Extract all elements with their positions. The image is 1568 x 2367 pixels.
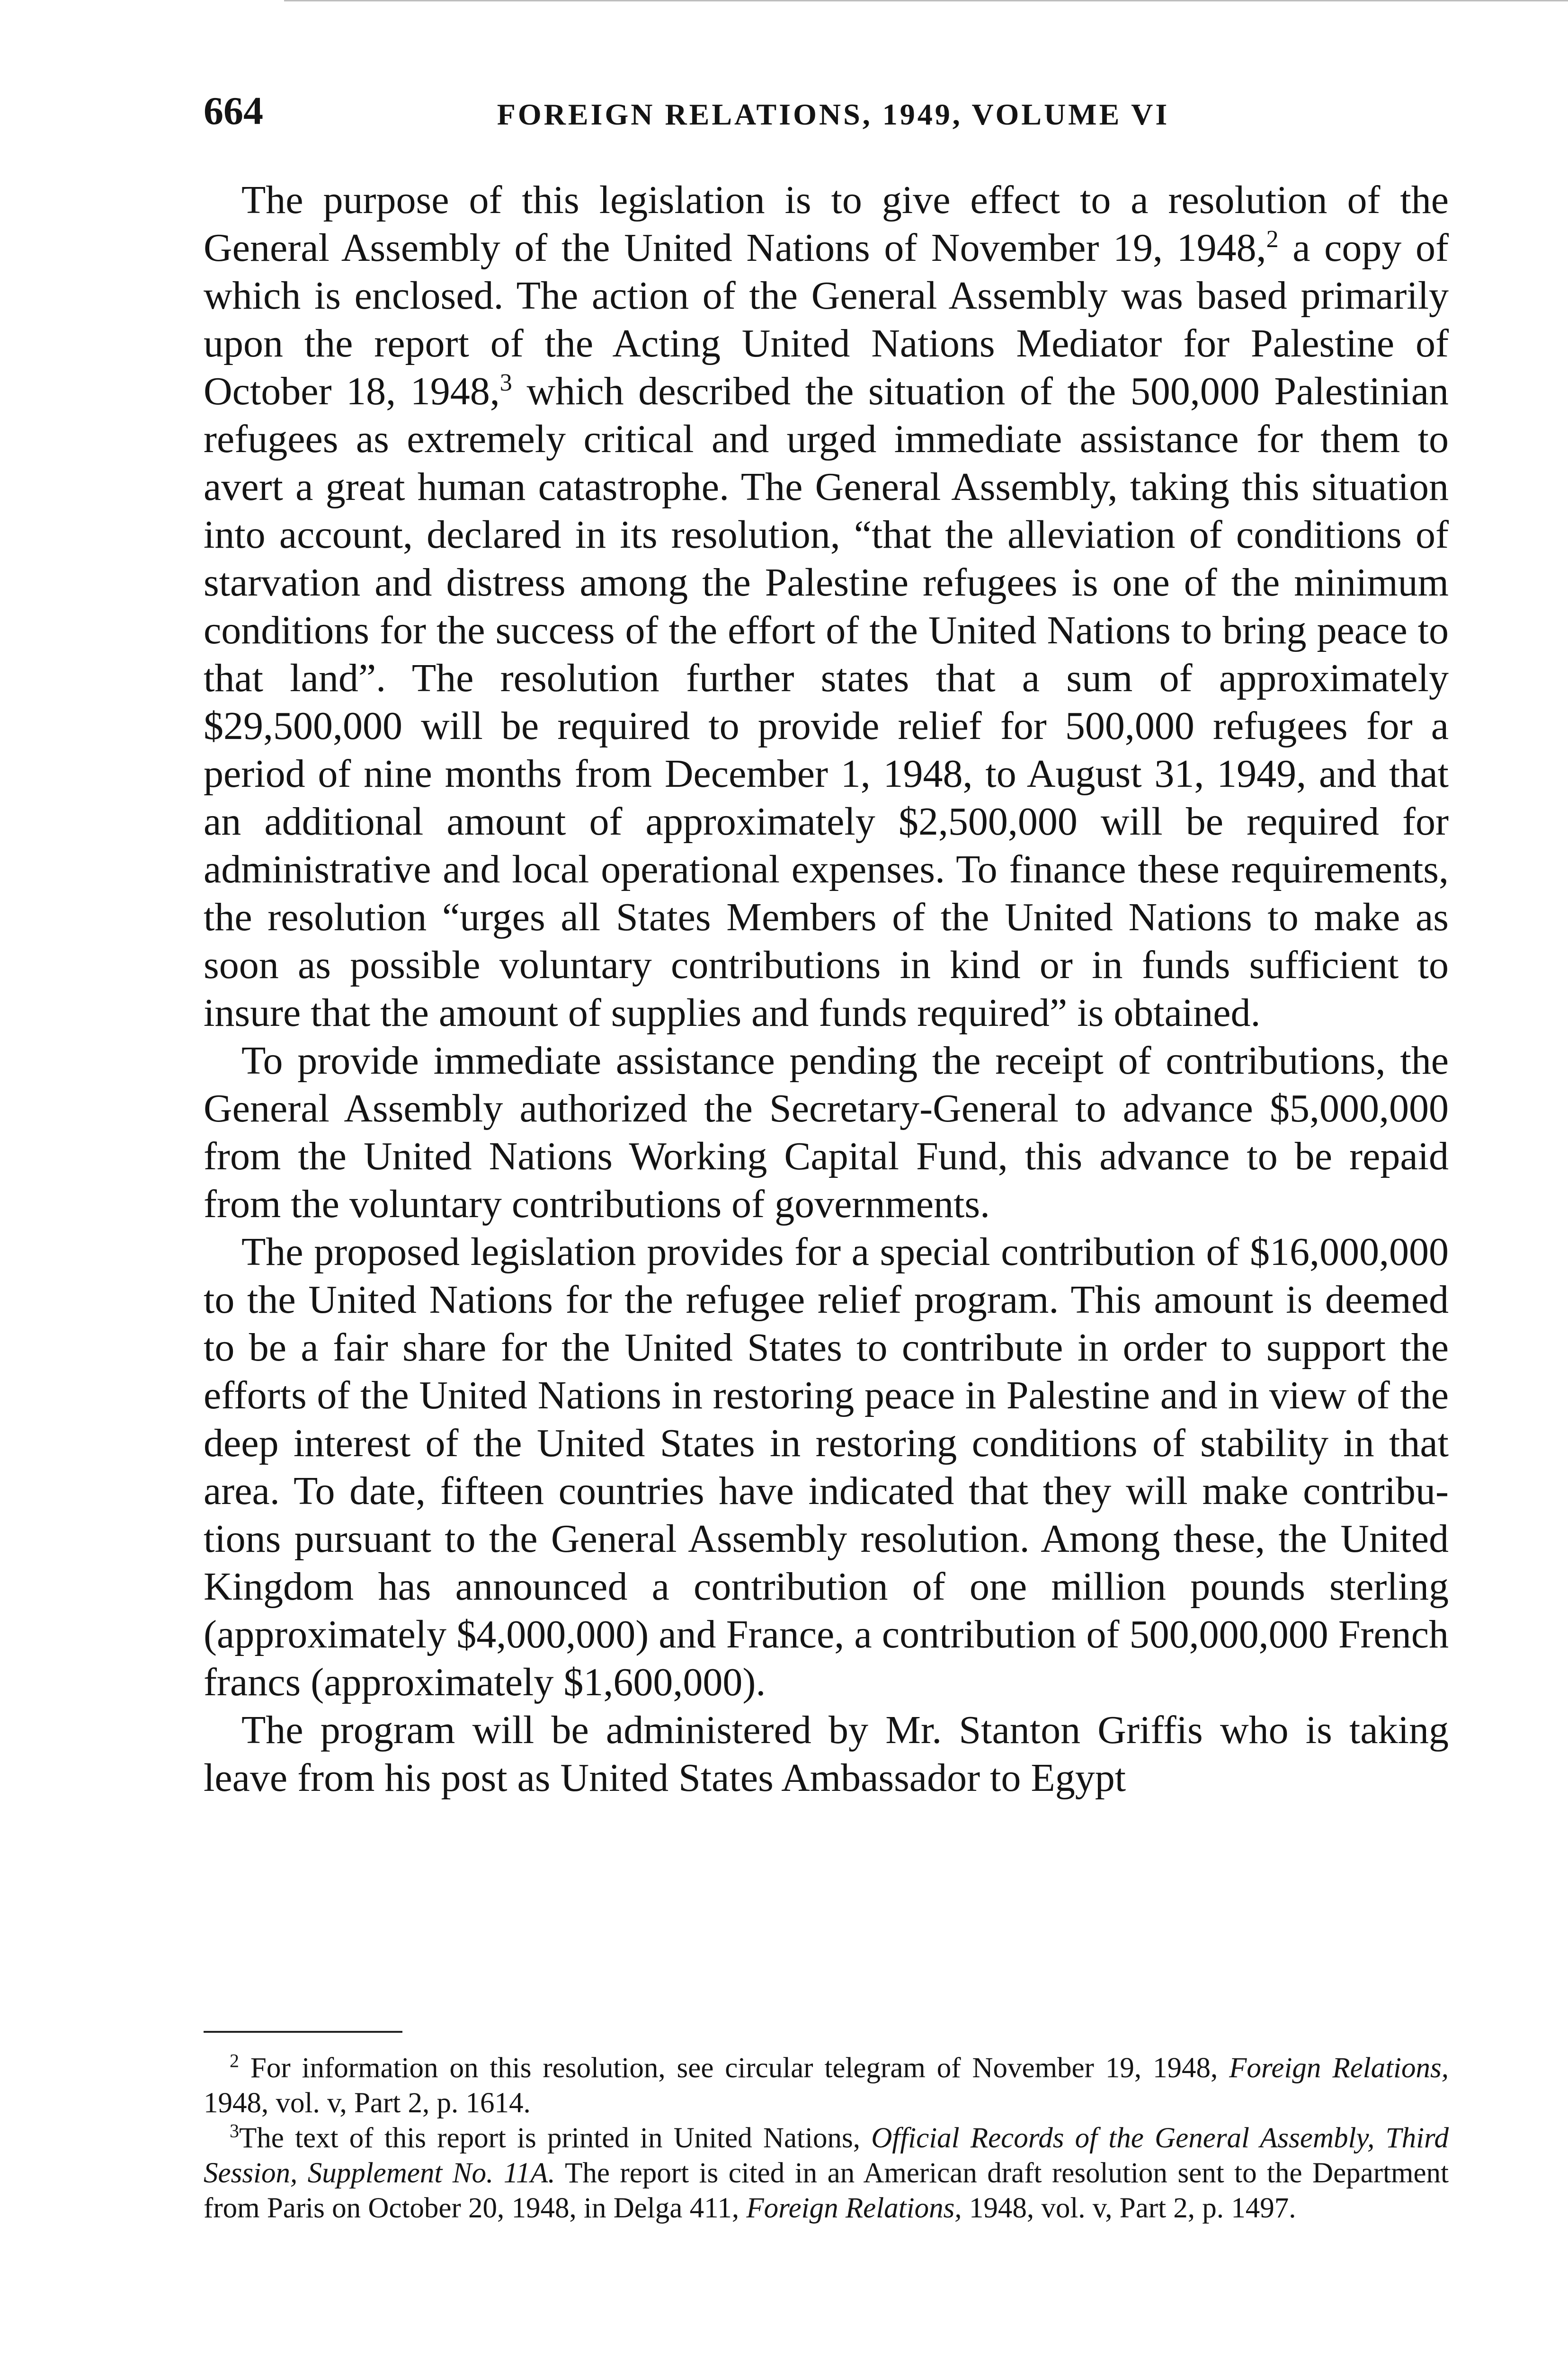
top-edge-rule [284, 0, 1568, 1]
footnote-3 [204, 2121, 1449, 2226]
paragraph-1-text-c: which described the situation of the 500,000 Palestinian refugees as extremely critical and urged immediate assistance for them to avert a great human catastrophe. The General Assembly, taking this situation into account, declared in its resolution, “that the alleviation of conditions of starvation and distress among the Palestine refugees is one of the minimum conditions for the success of the effort of the United Nations to bring peace to that land”. The resolution further states that a sum of approximately $29,500,000 will be required to provide relief for 500,000 refugees for a period of nine months from December 1, 1948, to August 31, 1949, and that an additional amount of approximately $2,500,000 will be required for administrative and local operational expenses. To finance these requirements, the resolution “urges all States Members of the United Nations to make as soon as possible voluntary contributions in kind or in funds sufficient to insure that the amount of supplies and funds required” is obtained. [204, 369, 1449, 1035]
footnote-3-italic-a: Official Records of the General Assembly, Third Session, Supplement No. 11A. [204, 2122, 1449, 2189]
paragraph-1 [204, 176, 1449, 1037]
body-text [204, 176, 1449, 1802]
page-header [204, 88, 1463, 140]
page-number: 664 [204, 89, 263, 133]
footnote-2-ref-rest: 1948, vol. v, Part 2, p. 1614. [204, 2087, 531, 2119]
footnote-divider [204, 2031, 402, 2033]
footnote-3-text-b: The report is cited in an American draft resolution sent to the Department from Paris on October 20, 1948, in Delga 411, [204, 2157, 1449, 2224]
footnote-ref-3: 3 [499, 369, 512, 396]
footnote-2-marker: 2 [230, 2050, 239, 2072]
footnote-3-italic-b: Foreign Relations, [746, 2192, 962, 2224]
footnote-3-text-a: The text of this report is printed in United Nations, [239, 2122, 872, 2154]
footnote-3-text-c: 1948, vol. v, Part 2, p. 1497. [962, 2192, 1296, 2224]
footnote-2-ref-title: Foreign Relations, [1229, 2052, 1449, 2084]
footnotes [204, 2051, 1449, 2226]
paragraph-3: The proposed legislation provides for a special contribution of $16,000,000 to the United Nations for the refugee relief program. This amount is deemed to be a fair share for the United States to contribute in order to support the efforts of the United Nations in restoring peace in Palestine and in view of the deep interest of the United States in restoring conditions of stability in that area. To date, fifteen countries have indicated that they will make contributions pursuant to the General Assembly resolution. Among these, the United Kingdom has announced a contribution of one million pounds sterling (approximately $4,000,000) and France, a contribution of 500,000,000 French francs (approximately $1,600,000). [204, 1230, 1449, 1704]
paragraph-4: The program will be administered by Mr. Stanton Griffis who is taking leave from his post as United States Ambassador to Egypt [204, 1708, 1449, 1800]
footnote-ref-2: 2 [1266, 226, 1279, 253]
footnote-3-marker: 3 [230, 2120, 239, 2142]
footnote-2-text: For information on this resolution, see circular telegram of November 19, 1948, [250, 2052, 1229, 2084]
paragraph-1-text-a: The purpose of this legislation is to give effect to a resolution of the General Assembly of the United Nations of November 19, 1948, [204, 178, 1449, 270]
paragraph-1-text-b: a copy of which is enclosed. The action of the General Assembly was based primarily upon the report of the Acting United Nations Mediator for Palestine of October 18, 1948, [204, 226, 1449, 413]
footnote-2 [204, 2051, 1449, 2121]
running-title: FOREIGN RELATIONS, 1949, VOLUME VI [497, 98, 1170, 131]
paragraph-2: To provide immediate assistance pending the receipt of contributions, the General Assembly authorized the Secretary-General to advance $5,000,000 from the United Nations Working Capital Fund, this advance to be repaid from the voluntary contributions of governments. [204, 1039, 1449, 1226]
